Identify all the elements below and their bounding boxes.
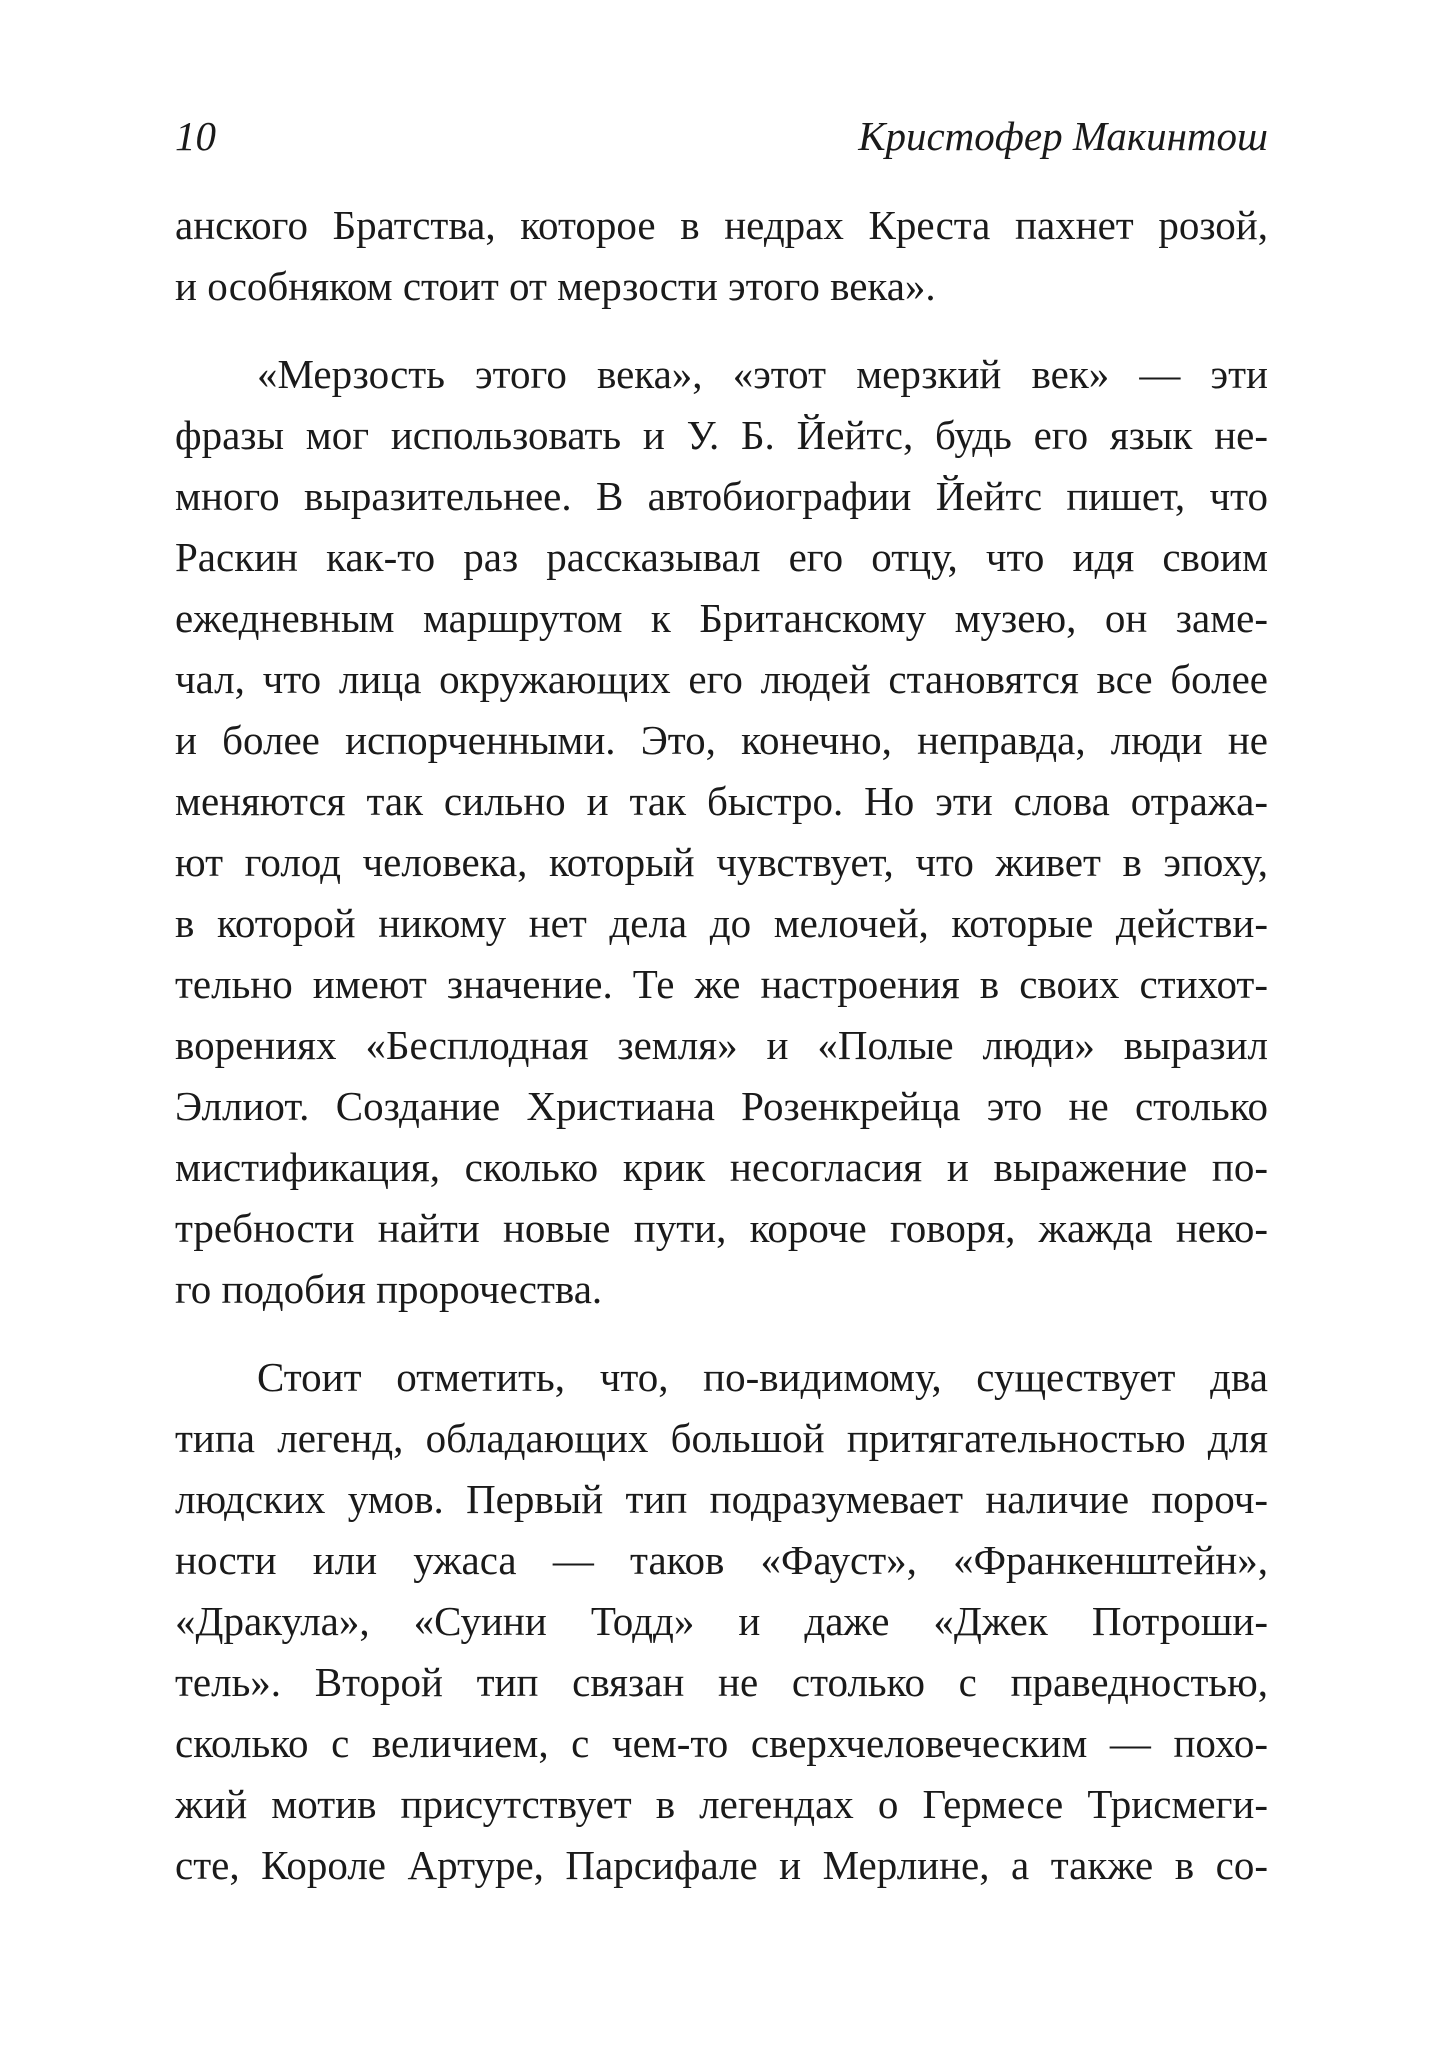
text-line: ют голод человека, который чувствует, что живет в эпоху, [175,839,1268,885]
text-line: Раскин как-то раз рассказывал его отцу, что идя своим [175,534,1268,580]
text-line: ворениях «Бесплодная земля» и «Полые люди» выразил [175,1022,1268,1068]
text-line: ежедневным маршрутом к Британскому музею, он заме- [175,595,1268,641]
text-line: фразы мог использовать и У. Б. Йейтс, будь его язык не- [175,412,1268,458]
text-line: тельно имеют значение. Те же настроения в своих стихот- [175,961,1268,1007]
text-line: Стоит отметить, что, по-видимому, существует два [257,1354,1268,1400]
text-line: много выразительнее. В автобиографии Йейтс пишет, что [175,473,1268,519]
text-line: и более испорченными. Это, конечно, неправда, люди не [175,717,1268,763]
text-line: в которой никому нет дела до мелочей, которые действи- [175,900,1268,946]
text-line: людских умов. Первый тип подразумевает наличие пороч- [175,1476,1268,1522]
text-line: сте, Короле Артуре, Парсифале и Мерлине, а также в со- [175,1842,1268,1888]
text-line: чал, что лица окружающих его людей становятся все более [175,656,1268,702]
text-line: «Дракула», «Суини Тодд» и даже «Джек Потроши- [175,1598,1268,1644]
text-line: анского Братства, которое в недрах Креста пахнет розой, [175,202,1268,248]
text-line: го подобия пророчества. [175,1266,603,1312]
text-line: тель». Второй тип связан не столько с праведностью, [175,1659,1268,1705]
text-line: ности или ужаса — таков «Фауст», «Франкенштейн», [175,1537,1268,1583]
running-title: Кристофер Макинтош [858,113,1268,159]
running-header [175,106,1268,166]
page-number: 10 [175,113,216,159]
text-line: сколько с величием, с чем-то сверхчеловеческим — похо- [175,1720,1268,1766]
text-line: требности найти новые пути, короче говоря, жажда неко- [175,1205,1268,1251]
paragraph [175,1347,1268,1896]
paragraph [175,344,1268,1320]
text-line: «Мерзость этого века», «этот мерзкий век» — эти [257,351,1268,397]
body-text [175,195,1268,1896]
paragraph [175,195,1268,317]
text-line: Эллиот. Создание Христиана Розенкрейца это не столько [175,1083,1268,1129]
text-line: меняются так сильно и так быстро. Но эти слова отража- [175,778,1268,824]
text-line: типа легенд, обладающих большой притягательностью для [175,1415,1268,1461]
text-line: и особняком стоит от мерзости этого века». [175,263,936,309]
text-line: мистификация, сколько крик несогласия и выражение по- [175,1144,1268,1190]
text-line: жий мотив присутствует в легендах о Гермесе Трисмеги- [175,1781,1268,1827]
